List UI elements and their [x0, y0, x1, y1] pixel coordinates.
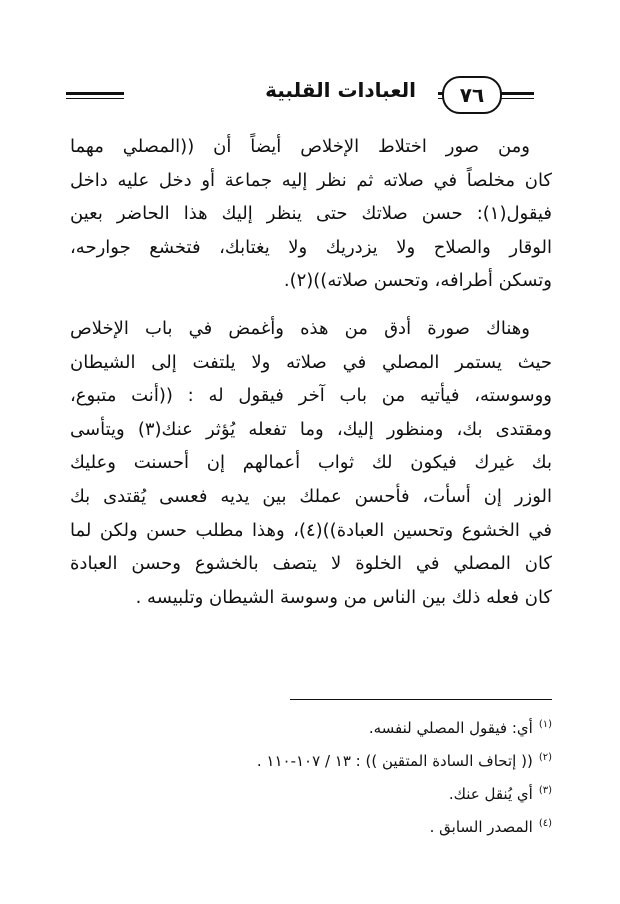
text-line: في الخشوع وتحسين العبادة))(٤)، وهذا مطلب حسن ولكن لما: [70, 519, 552, 541]
footnote-mark: (١): [538, 719, 552, 730]
text-line: وهناك صورة أدق من هذه وأغمض في باب الإخلاص: [70, 317, 530, 339]
footnote: [70, 776, 552, 809]
text-line: ووسوسته، فيأتيه من باب آخر فيقول له : ((أنت متبوع،: [70, 385, 552, 407]
footnote-text: أي يُنقل عنك.: [448, 785, 533, 803]
footnotes: [70, 710, 552, 842]
text-line: فيقول(١): حسن صلاتك حتى ينظر إليك هذا الحاضر بعين: [70, 203, 552, 225]
header-rule-end: [76, 92, 124, 95]
footnote: [70, 809, 552, 842]
body-text: [70, 130, 552, 614]
text-line: حيث يستمر المصلي في صلاته ولا يلتفت إلى الشيطان: [70, 351, 552, 373]
paragraph-2: [70, 312, 552, 614]
text-line: ومن صور اختلاط الإخلاص أيضاً أن ((المصلي مهما: [70, 136, 530, 157]
text-line: كان المصلي في الخلوة لا يتصف بالخشوع وحسن العبادة: [70, 553, 552, 575]
running-header: [0, 0, 620, 130]
footnote: [70, 710, 552, 743]
footnote: [70, 743, 552, 776]
footnote-text: المصدر السابق .: [429, 818, 533, 836]
page-number: ٧٦: [442, 76, 502, 114]
footnote-mark: (٤): [538, 818, 552, 829]
text-line: كان فعله ذلك بين الناس من وسوسة الشيطان وتلبيسه .: [135, 586, 552, 608]
paragraph-1: [70, 130, 552, 298]
footnote-text: (( إتحاف السادة المتقين )) : ١٣ / ١٠٧-١١٠ .: [256, 752, 533, 770]
running-title: العبادات القلبية: [255, 78, 426, 102]
text-line: ومقتدى بك، ومنظور إليك، وما تفعله يُؤثر عنك(٣) ويتأسى: [70, 418, 552, 440]
text-line: كان مخلصاً في صلاته ثم نظر إليه جماعة أو دخل عليه داخل: [70, 169, 552, 191]
footnote-mark: (٢): [538, 752, 552, 763]
footnote-text: أي: فيقول المصلي لنفسه.: [368, 719, 533, 737]
text-line: الوقار والصلاح ولا يزدريك ولا يغتابك، فتخشع جوارحه،: [70, 236, 552, 258]
footnote-mark: (٣): [538, 785, 552, 796]
text-line: وتسكن أطرافه، وتحسن صلاته))(٢).: [283, 270, 552, 292]
footnote-separator: [290, 699, 552, 700]
text-line: بك غيرك فيكون لك ثواب أعمالهم إن أحسنت وعليك: [70, 452, 552, 474]
text-line: الوزر إن أسأت، فأحسن عملك بين يديه فعسى يُقتدى بك: [70, 485, 552, 507]
